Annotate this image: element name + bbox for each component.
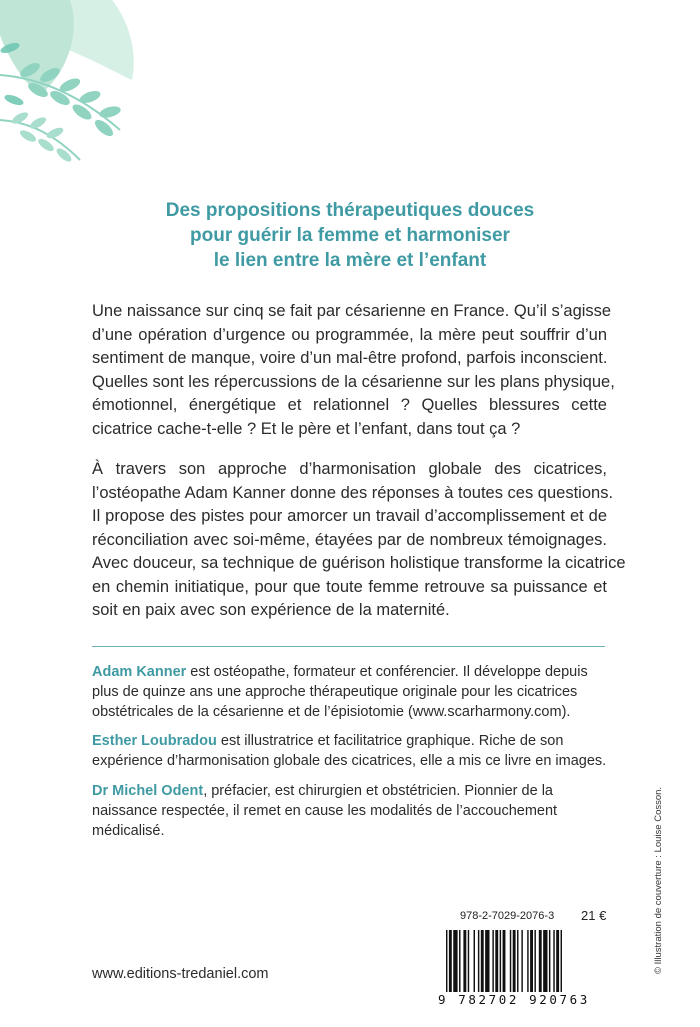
summary-line: soit en paix avec son expérience de la maternité. — [92, 601, 450, 619]
divider — [92, 646, 605, 647]
bio-text: , préfacier, est chirurgien et obstétricien. Pionnier de la — [203, 783, 553, 799]
barcode-icon — [438, 930, 614, 994]
bio-name: Dr Michel Odent — [92, 783, 204, 799]
bio-text: médicalisé. — [92, 823, 165, 839]
summary-line: en chemin initiatique, pour que toute femme retrouve sa puissance et — [92, 577, 607, 596]
summary-line: À travers son approche d’harmonisation globale des cicatrices, — [92, 460, 607, 478]
summary-line: émotionnel, énergétique et relationnel ? Quelles blessures cette — [92, 396, 607, 414]
bio-name: Adam Kanner — [92, 664, 187, 680]
summary-line: réconciliation avec soi-même, étayées par de nombreux témoignages. — [92, 530, 607, 549]
summary-line: Quelles sont les répercussions de la césarienne sur les plans physique, — [92, 372, 615, 391]
bio-michel-odent — [92, 781, 612, 841]
bio-adam-kanner — [92, 662, 612, 722]
bio-text: est illustratrice et facilitatrice graphique. Riche de son — [216, 733, 564, 749]
bio-text: obstétricales de la césarienne et de l’épisiotomie (www.scarharmony.com). — [92, 704, 571, 720]
illustration-credit: © Illustration de couverture : Louise Cosson. — [653, 786, 664, 974]
bio-name: Esther Loubradou — [92, 733, 217, 749]
headline — [60, 198, 640, 273]
bio-text: naissance respectée, il remet en cause les modalités de l’accouchement — [92, 803, 558, 819]
barcode-digits: 9 782702 920763 — [438, 992, 590, 1007]
summary-line: d’une opération d’urgence ou programmée, la mère peut souffrir d’un — [92, 325, 607, 344]
bio-text: est ostéopathe, formateur et conférencier. Il développe depuis — [186, 664, 588, 680]
summary-line: Il propose des pistes pour amorcer un travail d’accomplissement et de — [92, 507, 607, 525]
bio-text: expérience d’harmonisation globale des cicatrices, elle a mis ce livre en images. — [92, 753, 607, 769]
headline-line: pour guérir la femme et harmoniser — [190, 225, 510, 246]
summary-line: Avec douceur, sa technique de guérison holistique transforme la cicatrice — [92, 554, 626, 572]
leaves-illustration — [0, 0, 160, 180]
isbn: 978-2-7029-2076-3 — [460, 910, 555, 922]
summary-line: l’ostéopathe Adam Kanner donne des réponses à toutes ces questions. — [92, 483, 614, 502]
price: 21 € — [581, 908, 607, 923]
summary-line: sentiment de manque, voire d’un mal-être profond, parfois inconscient. — [92, 349, 608, 367]
publisher-website: www.editions-tredaniel.com — [92, 966, 269, 982]
summary-line: cicatrice cache-t-elle ? Et le père et l’enfant, dans tout ça ? — [92, 419, 521, 438]
summary-paragraph-1 — [92, 300, 615, 441]
headline-line: le lien entre la mère et l’enfant — [213, 250, 487, 271]
summary-line: Une naissance sur cinq se fait par césarienne en France. Qu’il s’agisse — [92, 302, 612, 320]
bio-text: plus de quinze ans une approche thérapeutique originale pour les cicatrices — [92, 684, 578, 700]
bio-esther-loubradou — [92, 731, 612, 771]
summary-paragraph-2 — [92, 458, 626, 623]
headline-line: Des propositions thérapeutiques douces — [165, 200, 535, 221]
